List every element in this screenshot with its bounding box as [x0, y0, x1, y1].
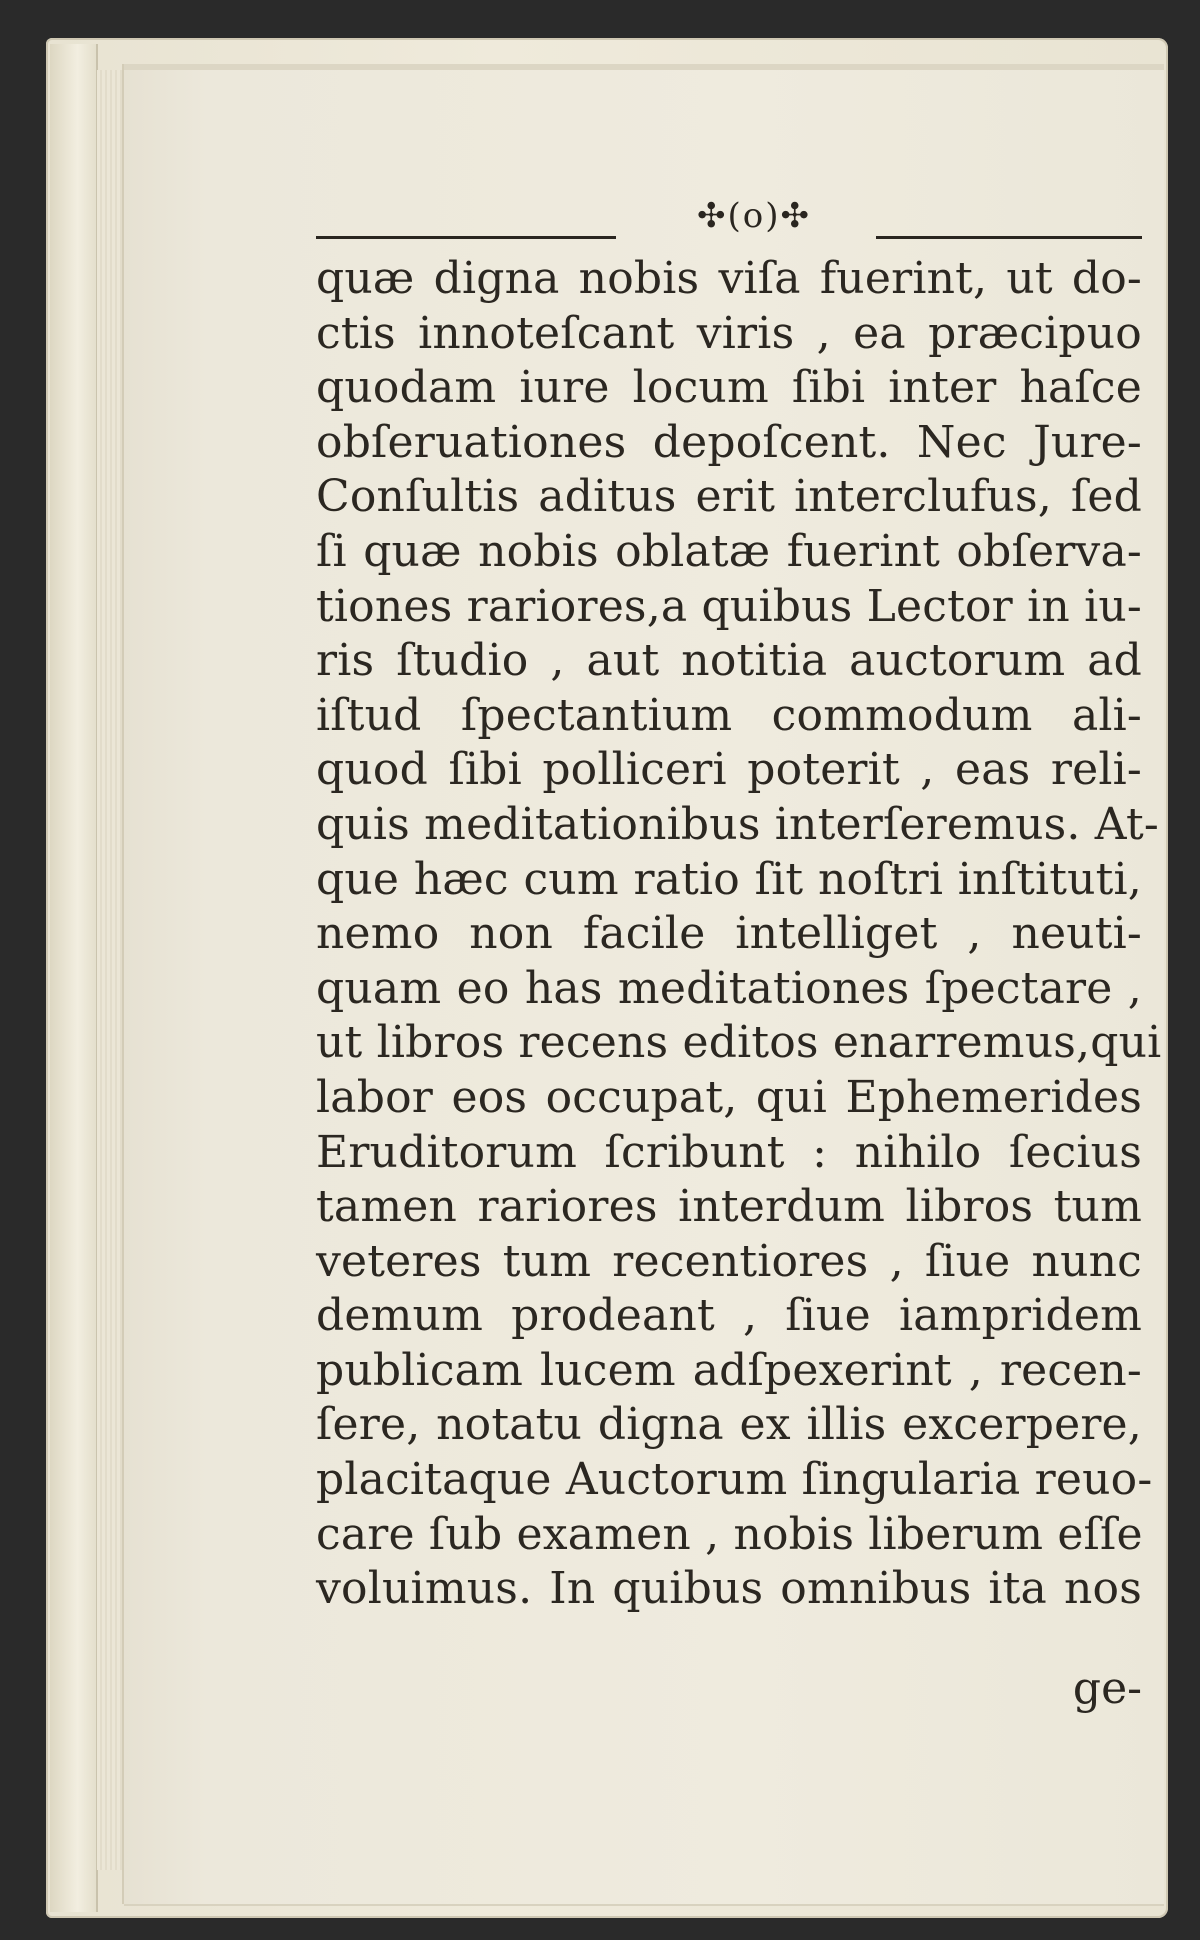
- text-line: ris ſtudio , aut notitia auctorum ad: [316, 635, 1142, 687]
- text-line: ſere, notatu digna ex illis excerpere,: [316, 1399, 1142, 1451]
- text-line: ſi quæ nobis oblatæ fuerint obſerva-: [316, 525, 1142, 577]
- text-line: labor eos occupat, qui Ephemerides: [316, 1071, 1142, 1123]
- header-rule-left: [316, 236, 616, 239]
- text-line: care ſub examen , nobis liberum eſſe: [316, 1508, 1143, 1560]
- page-top-edge: [124, 64, 1164, 70]
- text-line: Eruditorum ſcribunt : nihilo ſecius: [316, 1126, 1142, 1178]
- text-line: voluimus. In quibus omnibus ita nos: [316, 1563, 1142, 1615]
- text-line: Conſultis aditus erit interclufus, ſed: [316, 471, 1142, 523]
- text-line: iſtud ſpectantium commodum ali-: [316, 689, 1142, 741]
- text-line: obſeruationes depoſcent. Nec Jure-: [316, 416, 1142, 468]
- text-line: quis meditationibus interſeremus. At-: [316, 798, 1159, 850]
- text-line: quod ſibi polliceri poterit , eas reli-: [316, 744, 1142, 796]
- header-rule-right: [876, 236, 1142, 239]
- text-line: nemo non facile intelliget , neuti-: [316, 908, 1142, 960]
- text-line: quodam iure locum ſibi inter haſce: [316, 362, 1142, 414]
- page-edges: [96, 70, 123, 1870]
- header-ornament: ✣(o)✣: [697, 196, 811, 236]
- text-line: quam eo has meditationes ſpectare ,: [316, 962, 1142, 1014]
- text-line: tiones rariores,a quibus Lector in iu-: [316, 580, 1142, 632]
- body-text: [316, 252, 1162, 1617]
- text-line: que hæc cum ratio ſit noſtri inſtituti,: [316, 853, 1142, 905]
- catchword: ge-: [1072, 1663, 1142, 1714]
- text-line: ut libros recens editos enarremus,qui: [316, 1017, 1162, 1069]
- text-line: ctis innoteſcant viris , ea præcipuo: [316, 307, 1142, 359]
- text-line: quæ digna nobis viſa fuerint, ut do-: [316, 253, 1142, 304]
- text-line: tamen rariores interdum libros tum: [316, 1181, 1142, 1233]
- text-line: placitaque Auctorum ſingularia reuo-: [316, 1454, 1153, 1506]
- text-line: publicam lucem adſpexerint , recen-: [316, 1344, 1142, 1396]
- page-header: [316, 188, 1142, 248]
- text-line: veteres tum recentiores , ſiue nunc: [316, 1235, 1142, 1287]
- book-binding-edge: [50, 44, 98, 1912]
- text-line: demum prodeant , ſiue iampridem: [316, 1290, 1142, 1342]
